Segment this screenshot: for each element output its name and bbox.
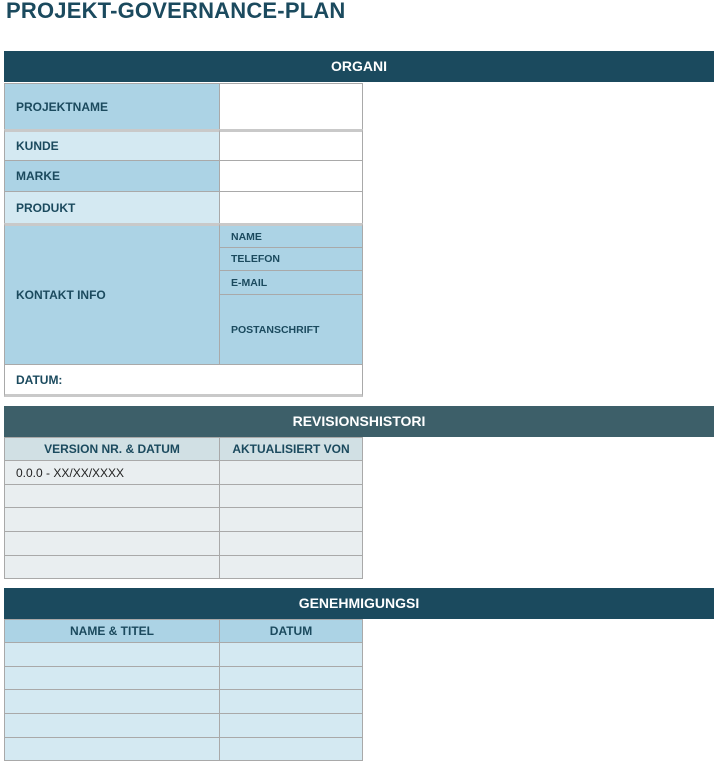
- contact-email-field[interactable]: E-MAIL: [219, 270, 363, 295]
- revision-row-4-version[interactable]: [4, 531, 220, 556]
- approval-row-2-name[interactable]: [4, 666, 220, 690]
- approval-row-3-name[interactable]: [4, 689, 220, 714]
- revision-row-3-version[interactable]: [4, 507, 220, 532]
- approval-col-date: DATUM: [219, 619, 363, 643]
- marke-field[interactable]: [219, 160, 363, 192]
- revision-col-updated-by: AKTUALISIERT VON: [219, 437, 363, 461]
- approval-header-band: [4, 588, 714, 619]
- produkt-label: PRODUKT: [4, 191, 220, 224]
- revision-row-5-updated-by[interactable]: [219, 555, 363, 579]
- marke-label: MARKE: [4, 160, 220, 192]
- approval-row-5-date[interactable]: [219, 737, 363, 761]
- projektname-field[interactable]: [219, 83, 363, 130]
- approval-row-1-name[interactable]: [4, 642, 220, 667]
- revision-row-2-version[interactable]: [4, 484, 220, 508]
- revision-header-band: [4, 406, 714, 437]
- datum-field[interactable]: DATUM:: [4, 364, 363, 397]
- revision-header: REVISIONSHISTORI: [292, 413, 426, 429]
- revision-row-1-version[interactable]: 0.0.0 - XX/XX/XXXX: [4, 460, 220, 485]
- contact-postanschrift-field[interactable]: POSTANSCHRIFT: [219, 294, 363, 365]
- kontakt-info-label: KONTAKT INFO: [4, 223, 220, 365]
- revision-row-5-version[interactable]: [4, 555, 220, 579]
- revision-col-version: VERSION NR. & DATUM: [4, 437, 220, 461]
- contact-name-field[interactable]: NAME: [219, 223, 363, 248]
- revision-row-4-updated-by[interactable]: [219, 531, 363, 556]
- revision-row-3-updated-by[interactable]: [219, 507, 363, 532]
- organization-header-band: [4, 51, 714, 82]
- kunde-label: KUNDE: [4, 129, 220, 161]
- contact-telefon-field[interactable]: TELEFON: [219, 247, 363, 271]
- revision-row-2-updated-by[interactable]: [219, 484, 363, 508]
- approval-row-4-name[interactable]: [4, 713, 220, 738]
- approval-row-5-name[interactable]: [4, 737, 220, 761]
- projektname-label: PROJEKTNAME: [4, 83, 220, 130]
- page-title: PROJEKT-GOVERNANCE-PLAN: [6, 0, 346, 23]
- approval-col-name-title: NAME & TITEL: [4, 619, 220, 643]
- organization-header: ORGANI: [331, 58, 387, 74]
- approval-row-2-date[interactable]: [219, 666, 363, 690]
- produkt-field[interactable]: [219, 191, 363, 224]
- approval-row-4-date[interactable]: [219, 713, 363, 738]
- revision-row-1-updated-by[interactable]: [219, 460, 363, 485]
- kunde-field[interactable]: [219, 129, 363, 161]
- approval-row-1-date[interactable]: [219, 642, 363, 667]
- approval-row-3-date[interactable]: [219, 689, 363, 714]
- approval-header: GENEHMIGUNGSI: [298, 595, 420, 611]
